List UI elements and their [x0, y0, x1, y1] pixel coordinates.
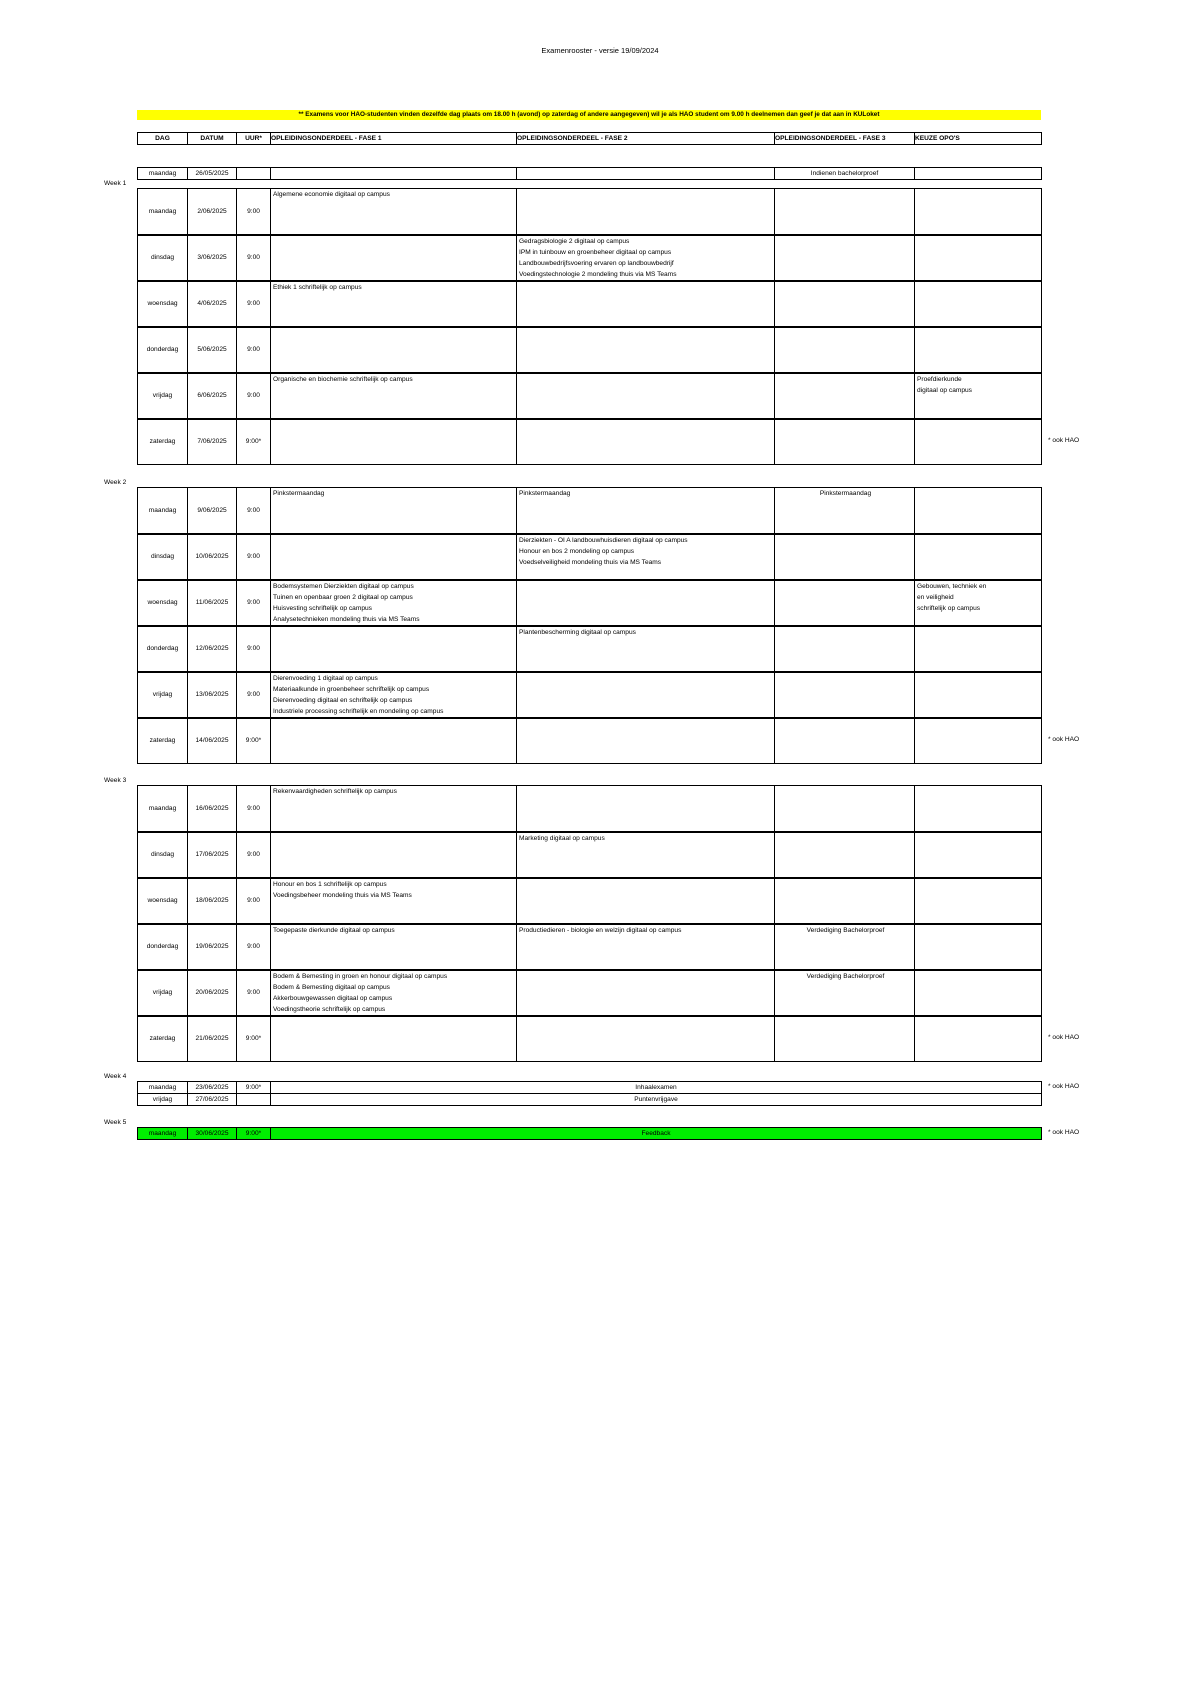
cell-f2: [517, 672, 775, 718]
cell-f2: [517, 488, 775, 534]
cell-f1: [271, 534, 517, 580]
cell-date: 26/05/2025: [188, 168, 237, 180]
exam-line: Honour en bos 1 schriftelijk op campus: [273, 880, 387, 888]
cell-k: [915, 419, 1042, 465]
exam-line: Verdediging Bachelorproef: [806, 972, 885, 980]
cell-date: 2/06/2025: [188, 189, 237, 235]
exam-line: Dierziekten - OI A landbouwhuisdieren digitaal op campus: [519, 536, 688, 544]
cell-f3: [775, 488, 915, 534]
col-header-fase3: OPLEIDINGSONDERDEEL - FASE 3: [775, 133, 915, 145]
cell-f3: [775, 419, 915, 465]
header-row: [137, 132, 1042, 145]
table-row: [138, 580, 1042, 626]
cell-date: 14/06/2025: [188, 718, 237, 764]
cell-f3: [775, 327, 915, 373]
cell-f3: [775, 580, 915, 626]
cell-day: zaterdag: [138, 718, 188, 764]
hao-note: * ook HAO: [1048, 1083, 1080, 1090]
cell-f3: [775, 373, 915, 419]
table-row: [138, 419, 1042, 465]
exam-line: Ethiek 1 schriftelijk op campus: [273, 283, 362, 291]
cell-f1: [271, 672, 517, 718]
cell-k: [915, 718, 1042, 764]
table-row: [138, 235, 1042, 281]
exam-line: Plantenbescherming digitaal op campus: [519, 628, 636, 636]
cell-f1: [271, 373, 517, 419]
cell-span: Puntenvrijgave: [271, 1094, 1042, 1106]
cell-date: 19/06/2025: [188, 924, 237, 970]
cell-f1: [271, 970, 517, 1016]
cell-date: 17/06/2025: [188, 832, 237, 878]
cell-f3: [775, 878, 915, 924]
hao-banner: ** Examens voor HAO-studenten vinden dezelfde dag plaats om 18.00 h (avond) op zaterdag of andere aangegeven) wil je als HAO student om 9.00 h deelnemen dan geef je dat aan in KULoket: [137, 110, 1041, 120]
cell-f1: [271, 626, 517, 672]
exam-line: Gebouwen, techniek en: [917, 582, 987, 590]
cell-k: [915, 832, 1042, 878]
exam-line: Bodem & Bemesting digitaal op campus: [273, 983, 390, 991]
cell-day: vrijdag: [138, 373, 188, 419]
cell-f1: [271, 327, 517, 373]
exam-line: Materiaalkunde in groenbeheer schriftelijk op campus: [273, 685, 430, 693]
cell-date: 10/06/2025: [188, 534, 237, 580]
cell-k: [915, 281, 1042, 327]
cell-day: maandag: [138, 786, 188, 832]
cell-k: [915, 672, 1042, 718]
cell-k: [915, 786, 1042, 832]
cell-f1: [271, 718, 517, 764]
cell-day: vrijdag: [138, 672, 188, 718]
exam-line: Pinkstermaandag: [519, 490, 571, 497]
table-row: [138, 672, 1042, 718]
week-table: [137, 1127, 1042, 1140]
cell-day: maandag: [138, 1128, 188, 1140]
cell-date: 27/06/2025: [188, 1094, 237, 1106]
cell-f1: [271, 924, 517, 970]
exam-line: Dierenvoeding 1 digitaal op campus: [273, 674, 378, 682]
cell-f2: [517, 534, 775, 580]
cell-day: donderdag: [138, 626, 188, 672]
cell-time: 9:00*: [237, 718, 271, 764]
cell-day: woensdag: [138, 580, 188, 626]
exam-line: Voedingstheorie schriftelijk op campus: [273, 1005, 386, 1013]
cell-f2: [517, 718, 775, 764]
cell-f2: [517, 924, 775, 970]
cell-day: woensdag: [138, 281, 188, 327]
cell-f3: [775, 718, 915, 764]
exam-line: Toegepaste dierkunde digitaal op campus: [273, 926, 395, 934]
exam-line: Industriele processing schriftelijk en mondeling op campus: [273, 707, 444, 715]
cell-day: donderdag: [138, 327, 188, 373]
cell-day: vrijdag: [138, 970, 188, 1016]
exam-line: Algemene economie digitaal op campus: [273, 191, 390, 198]
cell-day: zaterdag: [138, 419, 188, 465]
cell-time: 9:00: [237, 327, 271, 373]
cell-f1: [271, 878, 517, 924]
cell-day: donderdag: [138, 924, 188, 970]
cell-f1: [271, 832, 517, 878]
table-row: [138, 1016, 1042, 1062]
table-row: [138, 786, 1042, 832]
cell-time: 9:00: [237, 832, 271, 878]
cell-k: [915, 924, 1042, 970]
week-label: Week 3: [104, 777, 127, 784]
cell-time: 9:00*: [237, 1082, 271, 1094]
cell-f3: [775, 970, 915, 1016]
cell-k: [915, 1016, 1042, 1062]
exam-line: Bodemsystemen Dierziekten digitaal op campus: [273, 582, 414, 590]
cell-f2: [517, 626, 775, 672]
table-row: [138, 281, 1042, 327]
cell-k: [915, 970, 1042, 1016]
col-header-keuze: KEUZE OPO'S: [915, 133, 1042, 145]
cell-time: 9:00: [237, 189, 271, 235]
cell-f1: [271, 419, 517, 465]
cell-time: [237, 168, 271, 180]
cell-time: 9:00: [237, 488, 271, 534]
cell-f1: [271, 580, 517, 626]
table-row: [138, 832, 1042, 878]
cell-date: 6/06/2025: [188, 373, 237, 419]
table-row: [138, 1094, 1042, 1106]
exam-line: Voedselveiligheid mondeling thuis via MS Teams: [519, 558, 662, 566]
cell-f3: [775, 235, 915, 281]
cell-f1: [271, 189, 517, 235]
cell-f1: [271, 488, 517, 534]
exam-line: IPM in tuinbouw en groenbeheer digitaal op campus: [519, 248, 672, 256]
cell-time: 9:00: [237, 281, 271, 327]
table-row: [138, 626, 1042, 672]
cell-k: [915, 488, 1042, 534]
cell-date: 23/06/2025: [188, 1082, 237, 1094]
cell-f3: [775, 924, 915, 970]
cell-time: 9:00*: [237, 1128, 271, 1140]
cell-f3: [775, 786, 915, 832]
cell-time: 9:00: [237, 970, 271, 1016]
cell-date: 11/06/2025: [188, 580, 237, 626]
cell-day: maandag: [138, 168, 188, 180]
cell-f3: [775, 189, 915, 235]
pre-row: [137, 167, 1042, 180]
cell-time: 9:00: [237, 580, 271, 626]
week-table: [137, 487, 1042, 764]
cell-f3: [775, 672, 915, 718]
col-header-day: DAG: [138, 133, 188, 145]
cell-day: maandag: [138, 189, 188, 235]
cell-date: 21/06/2025: [188, 1016, 237, 1062]
week-table: [137, 1081, 1042, 1106]
cell-f2: [517, 327, 775, 373]
cell-time: 9:00*: [237, 1016, 271, 1062]
cell-k: [915, 580, 1042, 626]
hao-note: * ook HAO: [1048, 1129, 1080, 1136]
cell-day: dinsdag: [138, 235, 188, 281]
cell-f1: [271, 235, 517, 281]
cell-fase2: [517, 168, 775, 180]
cell-f2: [517, 878, 775, 924]
cell-time: 9:00: [237, 373, 271, 419]
cell-date: 3/06/2025: [188, 235, 237, 281]
cell-fase3: Indienen bachelorproef: [775, 168, 915, 180]
table-row: [138, 327, 1042, 373]
cell-day: woensdag: [138, 878, 188, 924]
cell-span: Inhaalexamen: [271, 1082, 1042, 1094]
cell-f2: [517, 281, 775, 327]
exam-line: Gedragsbiologie 2 digitaal op campus: [519, 237, 630, 245]
hao-note: * ook HAO: [1048, 437, 1080, 444]
exam-line: Honour en bos 2 mondeling op campus: [519, 547, 635, 555]
cell-f2: [517, 580, 775, 626]
hao-note: * ook HAO: [1048, 1034, 1080, 1041]
cell-f2: [517, 419, 775, 465]
table-row: [138, 1082, 1042, 1094]
cell-f2: [517, 189, 775, 235]
cell-fase1: [271, 168, 517, 180]
cell-k: [915, 534, 1042, 580]
week-label: Week 1: [104, 180, 127, 187]
table-row: [138, 373, 1042, 419]
week-table: [137, 785, 1042, 1062]
cell-time: 9:00: [237, 235, 271, 281]
exam-line: Pinkstermaandag: [819, 490, 872, 497]
cell-f2: [517, 786, 775, 832]
col-header-date: DATUM: [188, 133, 237, 145]
exam-line: en veiligheid: [917, 593, 954, 601]
table-row: [138, 534, 1042, 580]
col-header-fase2: OPLEIDINGSONDERDEEL - FASE 2: [517, 133, 775, 145]
cell-date: 4/06/2025: [188, 281, 237, 327]
cell-f3: [775, 626, 915, 672]
cell-f1: [271, 281, 517, 327]
exam-line: Verdediging Bachelorproef: [806, 926, 885, 934]
cell-span: Feedback: [271, 1128, 1042, 1140]
cell-date: 5/06/2025: [188, 327, 237, 373]
cell-k: [915, 626, 1042, 672]
week-label: Week 5: [104, 1119, 127, 1126]
cell-f1: [271, 786, 517, 832]
hao-note: * ook HAO: [1048, 736, 1080, 743]
exam-line: Landbouwbedrijfsvoering ervaren op landbouwbedrijf: [519, 259, 674, 267]
cell-time: 9:00: [237, 786, 271, 832]
cell-day: vrijdag: [138, 1094, 188, 1106]
cell-date: 12/06/2025: [188, 626, 237, 672]
cell-k: [915, 373, 1042, 419]
cell-date: 9/06/2025: [188, 488, 237, 534]
exam-line: Proefdierkunde: [917, 375, 962, 383]
exam-line: Pinkstermaandag: [273, 490, 325, 497]
cell-time: 9:00: [237, 672, 271, 718]
cell-time: 9:00*: [237, 419, 271, 465]
cell-day: maandag: [138, 1082, 188, 1094]
cell-k: [915, 235, 1042, 281]
week-label: Week 2: [104, 479, 127, 486]
cell-k: [915, 327, 1042, 373]
col-header-time: UUR*: [237, 133, 271, 145]
cell-date: 13/06/2025: [188, 672, 237, 718]
col-header-fase1: OPLEIDINGSONDERDEEL - FASE 1: [271, 133, 517, 145]
exam-line: Huisvesting schriftelijk op campus: [273, 604, 372, 612]
cell-f3: [775, 534, 915, 580]
cell-time: 9:00: [237, 878, 271, 924]
cell-time: 9:00: [237, 626, 271, 672]
cell-date: 16/06/2025: [188, 786, 237, 832]
table-row: [138, 488, 1042, 534]
cell-f2: [517, 832, 775, 878]
cell-date: 7/06/2025: [188, 419, 237, 465]
exam-line: Analysetechnieken mondeling thuis via MS Teams: [273, 615, 420, 623]
cell-day: maandag: [138, 488, 188, 534]
exam-line: Bodem & Bemesting in groen en honour digitaal op campus: [273, 972, 448, 980]
exam-line: Tuinen en openbaar groen 2 digitaal op campus: [273, 593, 413, 601]
cell-time: [237, 1094, 271, 1106]
table-row: [138, 878, 1042, 924]
cell-f3: [775, 281, 915, 327]
exam-line: schriftelijk op campus: [917, 604, 981, 612]
exam-line: Rekenvaardigheden schriftelijk op campus: [273, 788, 397, 795]
cell-f3: [775, 1016, 915, 1062]
cell-day: dinsdag: [138, 534, 188, 580]
cell-date: 30/06/2025: [188, 1128, 237, 1140]
table-row: [138, 1128, 1042, 1140]
exam-line: Dierenvoeding digitaal en schriftelijk op campus: [273, 696, 413, 704]
table-row: [138, 189, 1042, 235]
exam-line: Voedingsbeheer mondeling thuis via MS Teams: [273, 891, 412, 899]
table-row: [138, 718, 1042, 764]
exam-line: Voedingstechnologie 2 mondeling thuis via MS Teams: [519, 270, 677, 278]
week-label: Week 4: [104, 1073, 127, 1080]
exam-line: Akkerbouwgewassen digitaal op campus: [273, 994, 393, 1002]
table-row: [138, 924, 1042, 970]
cell-f3: [775, 832, 915, 878]
exam-line: Organische en biochemie schriftelijk op campus: [273, 375, 413, 383]
cell-f1: [271, 1016, 517, 1062]
cell-date: 18/06/2025: [188, 878, 237, 924]
cell-day: zaterdag: [138, 1016, 188, 1062]
exam-line: Marketing digitaal op campus: [519, 834, 605, 842]
page-title: Examenrooster - versie 19/09/2024: [541, 46, 659, 55]
cell-f2: [517, 970, 775, 1016]
cell-f2: [517, 1016, 775, 1062]
cell-time: 9:00: [237, 924, 271, 970]
exam-line: digitaal op campus: [917, 386, 972, 394]
cell-date: 20/06/2025: [188, 970, 237, 1016]
cell-k: [915, 878, 1042, 924]
table-row: [138, 970, 1042, 1016]
cell-k: [915, 189, 1042, 235]
cell-f2: [517, 373, 775, 419]
exam-line: Productiedieren - biologie en welzijn digitaal op campus: [519, 926, 682, 934]
cell-day: dinsdag: [138, 832, 188, 878]
week-table: [137, 188, 1042, 465]
cell-f2: [517, 235, 775, 281]
cell-time: 9:00: [237, 534, 271, 580]
cell-keuze: [915, 168, 1042, 180]
